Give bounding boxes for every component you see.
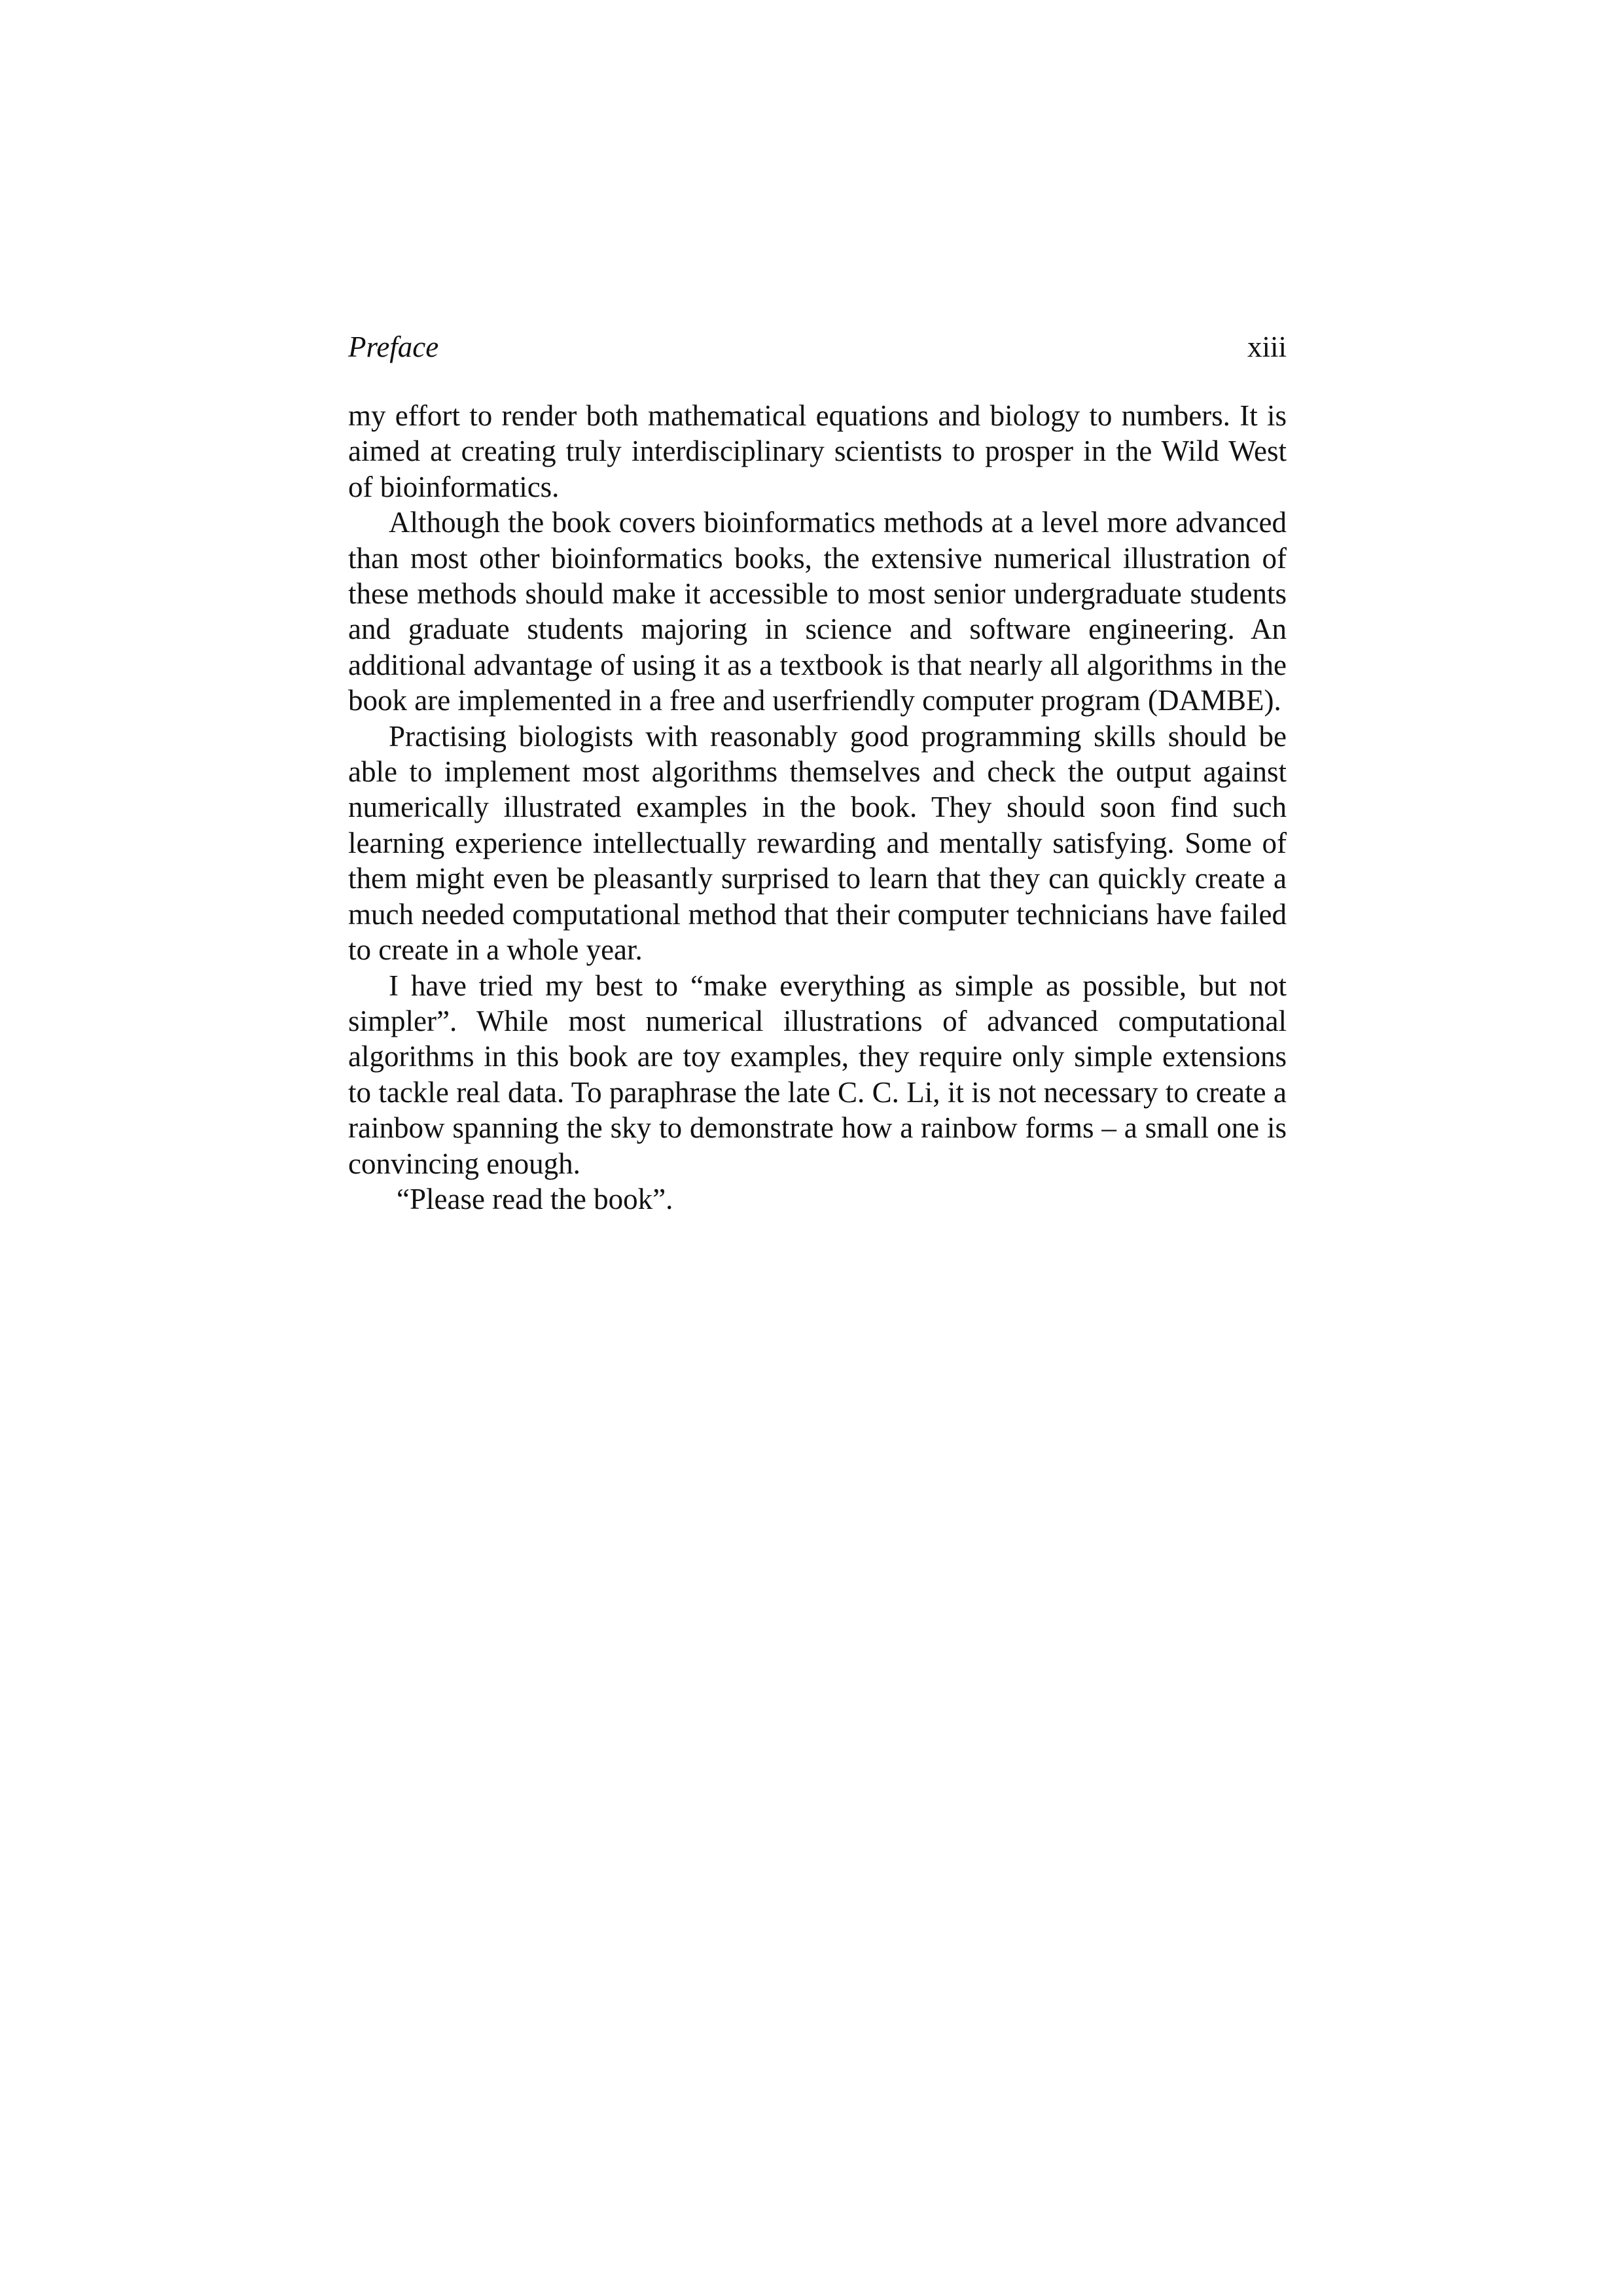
paragraph: I have tried my best to “make everything as simple as possible, but not simpler”. While most numerical illustrations of advanced computational algorithms in this book are toy examples, they require only simple extensions to tackle real data. To paraphrase the late C. C. Li, it is not necessary to create a rainbow spanning the sky to demonstrate how a rainbow forms – a small one is convincing enough.	[348, 969, 1287, 1180]
page-number: xiii	[1247, 331, 1287, 363]
running-head	[348, 327, 1287, 367]
paragraph-continued: my effort to render both mathematical equations and biology to numbers. It is aimed at creating truly interdisciplinary scientists to prosper in the Wild West of bioinformatics.	[348, 399, 1287, 503]
running-title: Preface	[348, 331, 439, 363]
preface-body	[348, 398, 1287, 1217]
paragraph: Practising biologists with reasonably good programming skills should be able to implement most algorithms themselves and check the output against numerically illustrated examples in the book. They should soon find such learning experience intellectually rewarding and mentally satisfying. Some of them might even be pleasantly surprised to learn that they can quickly create a much needed computational method that their computer technicians have failed to create in a whole year.	[348, 719, 1287, 967]
paragraph: Although the book covers bioinformatics methods at a level more advanced than most other bioinformatics books, the extensive numerical illustration of these methods should make it accessible to most senior undergraduate students and graduate students majoring in science and software engineering. An additional advantage of using it as a textbook is that nearly all algorithms in the book are implemented in a free and userfriendly computer program (DAMBE).	[348, 506, 1287, 717]
closing-line: “Please read the book”.	[397, 1182, 673, 1215]
